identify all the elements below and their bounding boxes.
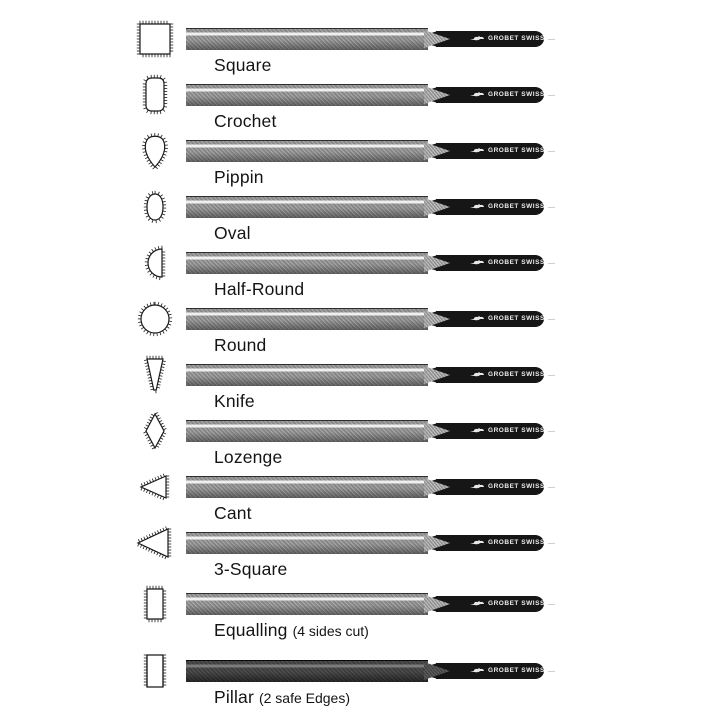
brand-logo-icon: [470, 667, 485, 675]
file-blade: [186, 660, 428, 682]
file-handle: [436, 87, 544, 103]
cross-section-cell: [126, 82, 184, 108]
file-illustration: [186, 476, 544, 498]
file-row: [126, 250, 713, 306]
oval-section-icon: [127, 179, 183, 235]
file-blade: [186, 476, 428, 498]
file-illustration: [186, 140, 544, 162]
file-illustration: [186, 532, 544, 554]
cross-section-cell: [126, 306, 184, 332]
pippin-section-icon: [127, 123, 183, 179]
file-handle: [436, 311, 544, 327]
pillar-section-icon: [127, 643, 183, 699]
file-row: [126, 26, 713, 82]
three-square-section-icon: [127, 515, 183, 571]
brand-logo-icon: [470, 91, 485, 99]
file-row: [126, 418, 713, 474]
file-blade: [186, 532, 428, 554]
brand-logo-icon: [470, 259, 485, 267]
file-handle: [436, 31, 544, 47]
file-type-label: Oval: [214, 223, 251, 244]
brand-text: GROBET SWISS: [488, 484, 545, 491]
brand-text: GROBET SWISS: [488, 540, 545, 547]
file-blade: [186, 84, 428, 106]
brand-text: GROBET SWISS: [488, 260, 545, 267]
cross-section-cell: [126, 138, 184, 164]
file-type-sublabel: (2 safe Edges): [259, 690, 350, 706]
file-row: [126, 362, 713, 418]
square-section-icon: [127, 11, 183, 67]
file-row: [126, 474, 713, 530]
file-type-label: Round: [214, 335, 266, 356]
file-blade: [186, 308, 428, 330]
file-handle: [436, 255, 544, 271]
file-illustration: [186, 84, 544, 106]
file-blade: [186, 252, 428, 274]
brand-logo-icon: [470, 600, 485, 608]
cross-section-cell: [126, 418, 184, 444]
file-handle: [436, 663, 544, 679]
brand-logo-icon: [470, 35, 485, 43]
brand-text: GROBET SWISS: [488, 316, 545, 323]
file-blade: [186, 196, 428, 218]
file-handle: [436, 535, 544, 551]
brand-logo-icon: [470, 147, 485, 155]
file-type-label: Half-Round: [214, 279, 304, 300]
round-section-icon: [127, 291, 183, 347]
brand-text: GROBET SWISS: [488, 148, 545, 155]
file-type-label: 3-Square: [214, 559, 287, 580]
file-blade: [186, 28, 428, 50]
file-illustration: [186, 364, 544, 386]
brand-text: GROBET SWISS: [488, 372, 545, 379]
lozenge-section-icon: [127, 403, 183, 459]
brand-text: GROBET SWISS: [488, 601, 545, 608]
file-handle: [436, 479, 544, 495]
file-blade: [186, 593, 428, 615]
cross-section-cell: [126, 530, 184, 556]
file-type-label: Lozenge: [214, 447, 282, 468]
file-illustration: [186, 28, 544, 50]
file-illustration: [186, 252, 544, 274]
file-type-label: Knife: [214, 391, 255, 412]
cant-section-icon: [127, 459, 183, 515]
file-blade: [186, 364, 428, 386]
file-type-label: Crochet: [214, 111, 277, 132]
file-handle: [436, 143, 544, 159]
file-type-label: Cant: [214, 503, 252, 524]
cross-section-cell: [126, 591, 184, 617]
brand-logo-icon: [470, 315, 485, 323]
file-blade: [186, 140, 428, 162]
file-type-label: Equalling: [214, 620, 288, 641]
file-row: [126, 530, 713, 586]
crochet-section-icon: [127, 67, 183, 123]
brand-text: GROBET SWISS: [488, 36, 545, 43]
cross-section-cell: [126, 474, 184, 500]
half-round-section-icon: [127, 235, 183, 291]
brand-text: GROBET SWISS: [488, 92, 545, 99]
file-handle: [436, 423, 544, 439]
file-handle: [436, 367, 544, 383]
cross-section-cell: [126, 362, 184, 388]
file-row: [126, 306, 713, 362]
file-row: [126, 194, 713, 250]
file-row: [126, 591, 713, 653]
cross-section-cell: [126, 658, 184, 684]
file-type-sublabel: (4 sides cut): [293, 623, 369, 639]
cross-section-cell: [126, 250, 184, 276]
brand-logo-icon: [470, 539, 485, 547]
brand-logo-icon: [470, 371, 485, 379]
file-handle: [436, 199, 544, 215]
file-row: [126, 658, 713, 720]
file-row: [126, 82, 713, 138]
file-type-label: Pippin: [214, 167, 264, 188]
brand-text: GROBET SWISS: [488, 428, 545, 435]
file-illustration: [186, 660, 544, 682]
brand-text: GROBET SWISS: [488, 668, 545, 675]
file-illustration: [186, 420, 544, 442]
file-blade: [186, 420, 428, 442]
cross-section-cell: [126, 194, 184, 220]
file-type-label: Square: [214, 55, 271, 76]
file-illustration: [186, 308, 544, 330]
brand-text: GROBET SWISS: [488, 204, 545, 211]
file-illustration: [186, 196, 544, 218]
brand-logo-icon: [470, 203, 485, 211]
file-handle: [436, 596, 544, 612]
file-illustration: [186, 593, 544, 615]
file-row: [126, 138, 713, 194]
knife-section-icon: [127, 347, 183, 403]
cross-section-cell: [126, 26, 184, 52]
brand-logo-icon: [470, 427, 485, 435]
file-type-label: Pillar: [214, 687, 254, 708]
brand-logo-icon: [470, 483, 485, 491]
equalling-section-icon: [127, 576, 183, 632]
